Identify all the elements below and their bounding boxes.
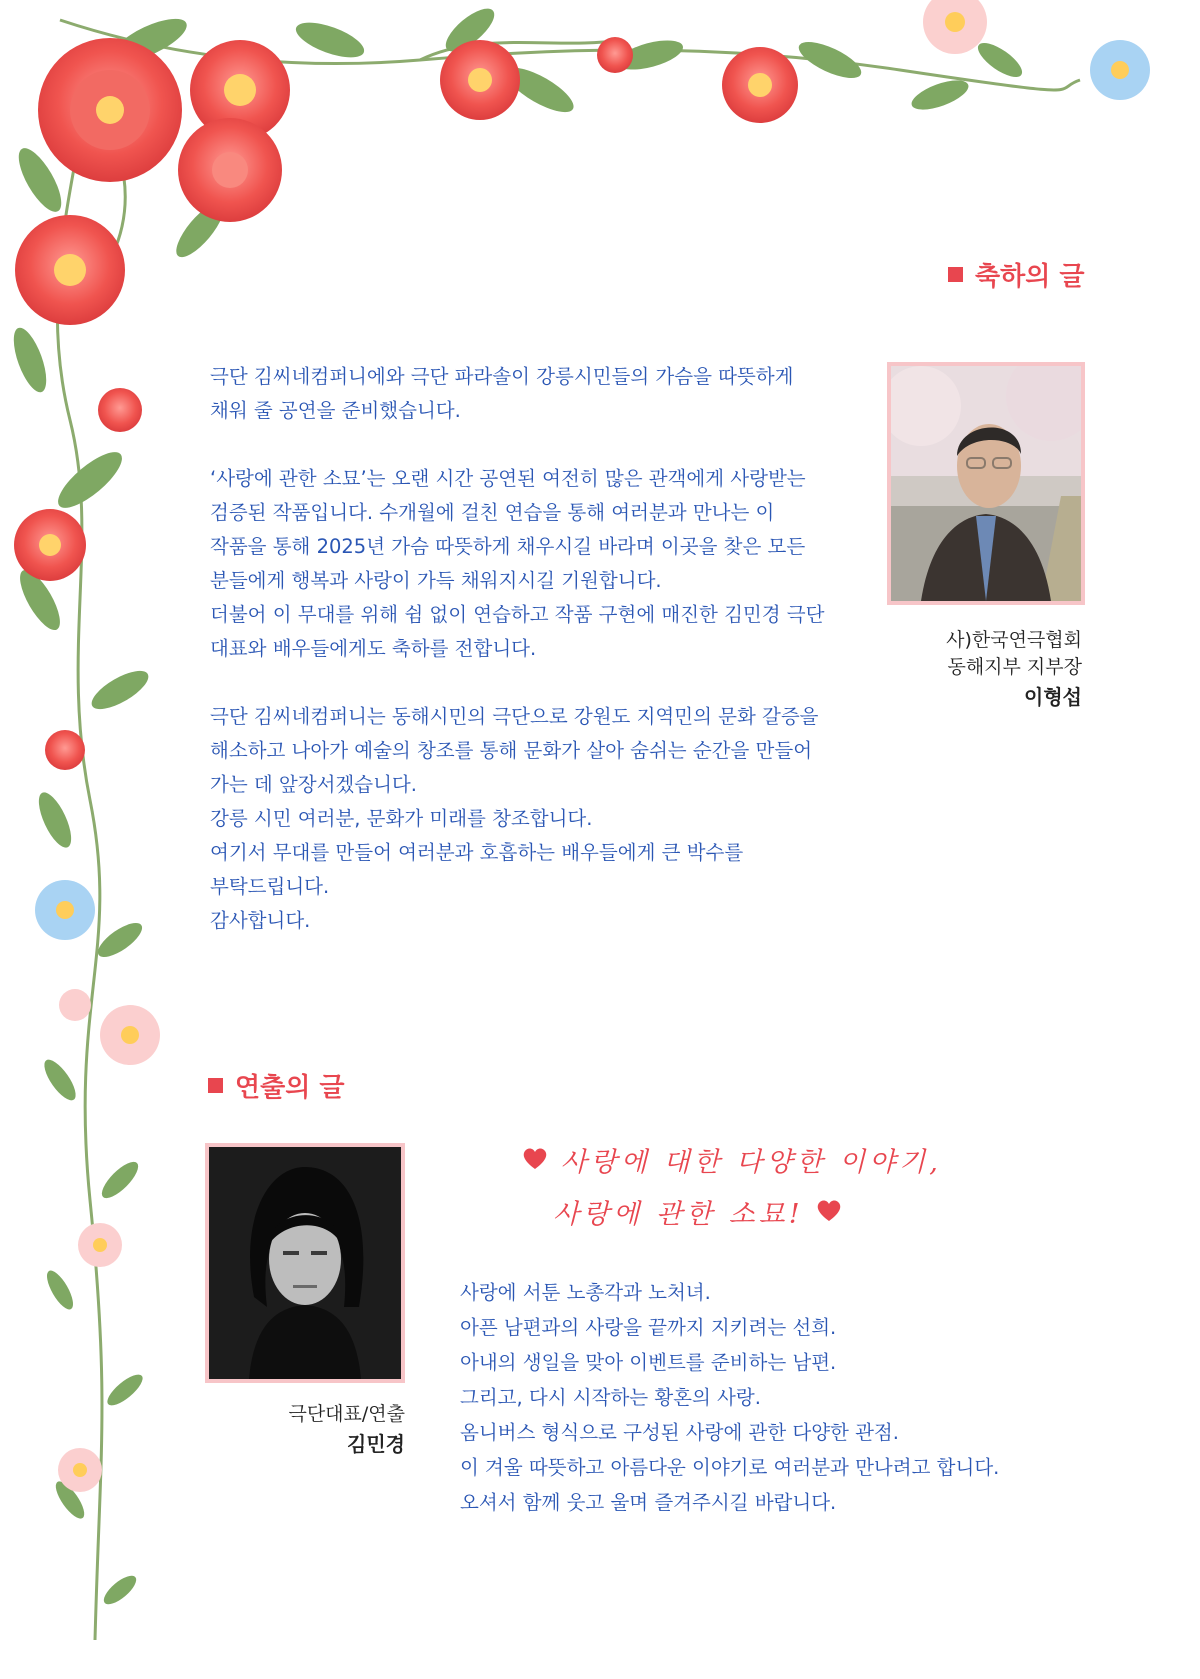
congrats-line: ‘사랑에 관한 소묘’는 오랜 시간 공연된 여전히 많은 관객에게 사랑받는 (210, 467, 806, 490)
handwriting-line-1: 사랑에 대한 다양한 이야기, (522, 1140, 942, 1179)
director-heading: 연출의 글 (208, 1067, 345, 1104)
portrait-photo-man (887, 362, 1085, 605)
handwriting-line-2: 사랑에 관한 소묘! (553, 1192, 842, 1231)
director-line: 아내의 생일을 맞아 이벤트를 준비하는 남편. (460, 1351, 837, 1374)
congrats-line: 극단 김씨네컴퍼니는 동해시민의 극단으로 강원도 지역민의 문화 갈증을 (210, 705, 819, 728)
caption-name: 김민경 (347, 1432, 405, 1456)
caption-role: 극단대표/연출 (288, 1403, 405, 1425)
caption-branch: 동해지부 지부장 (947, 656, 1082, 678)
man-portrait-image (891, 366, 1081, 601)
director-line: 옴니버스 형식으로 구성된 사랑에 관한 다양한 관점. (460, 1421, 899, 1444)
congrats-line: 더불어 이 무대를 위해 쉼 없이 연습하고 작품 구현에 매진한 김민경 극단 (210, 603, 825, 626)
director-line: 사랑에 서툰 노총각과 노처녀. (460, 1281, 711, 1304)
director-line: 그리고, 다시 시작하는 황혼의 사랑. (460, 1386, 761, 1409)
woman-portrait-image (209, 1147, 401, 1379)
congrats-line: 해소하고 나아가 예술의 창조를 통해 문화가 살아 숨쉬는 순간을 만들어 (210, 739, 813, 762)
director-line: 아픈 남편과의 사랑을 끝까지 지키려는 선희. (460, 1316, 837, 1339)
congrats-caption (822, 627, 1082, 711)
congrats-line: 검증된 작품입니다. 수개월에 걸친 연습을 통해 여러분과 만나는 이 (210, 501, 775, 524)
congrats-line: 강릉 시민 여러분, 문화가 미래를 창조합니다. (210, 807, 593, 830)
heading-square-icon (948, 267, 963, 282)
congrats-line: 채워 줄 공연을 준비했습니다. (210, 399, 461, 422)
congrats-line: 분들에게 행복과 사랑이 가득 채워지시길 기원합니다. (210, 569, 662, 592)
director-caption (205, 1401, 405, 1458)
congrats-heading: 축하의 글 (948, 256, 1085, 293)
director-body (460, 1275, 1060, 1520)
congrats-line: 여기서 무대를 만들어 여러분과 호흡하는 배우들에게 큰 박수를 (210, 841, 744, 864)
congrats-line: 부탁드립니다. (210, 875, 330, 898)
director-line: 오셔서 함께 웃고 울며 즐겨주시길 바랍니다. (460, 1491, 837, 1514)
congrats-line: 작품을 통해 2025년 가슴 따뜻하게 채우시길 바라며 이곳을 찾은 모든 (210, 535, 806, 558)
congrats-line: 감사합니다. (210, 909, 311, 932)
congrats-line: 가는 데 앞장서겠습니다. (210, 773, 417, 796)
portrait-photo-woman (205, 1143, 405, 1383)
heart-icon (816, 1199, 842, 1230)
caption-name: 이형섭 (1024, 685, 1082, 709)
congrats-line: 대표와 배우들에게도 축하를 전합니다. (210, 637, 537, 660)
heading-square-icon (208, 1078, 223, 1093)
congrats-body (210, 360, 837, 938)
caption-org: 사)한국연극협회 (946, 629, 1082, 651)
congrats-line: 극단 김씨네컴퍼니에와 극단 파라솔이 강릉시민들의 가슴을 따뜻하게 (210, 365, 794, 388)
director-line: 이 겨울 따뜻하고 아름다운 이야기로 여러분과 만나려고 합니다. (460, 1456, 1000, 1479)
heart-icon (522, 1147, 548, 1178)
